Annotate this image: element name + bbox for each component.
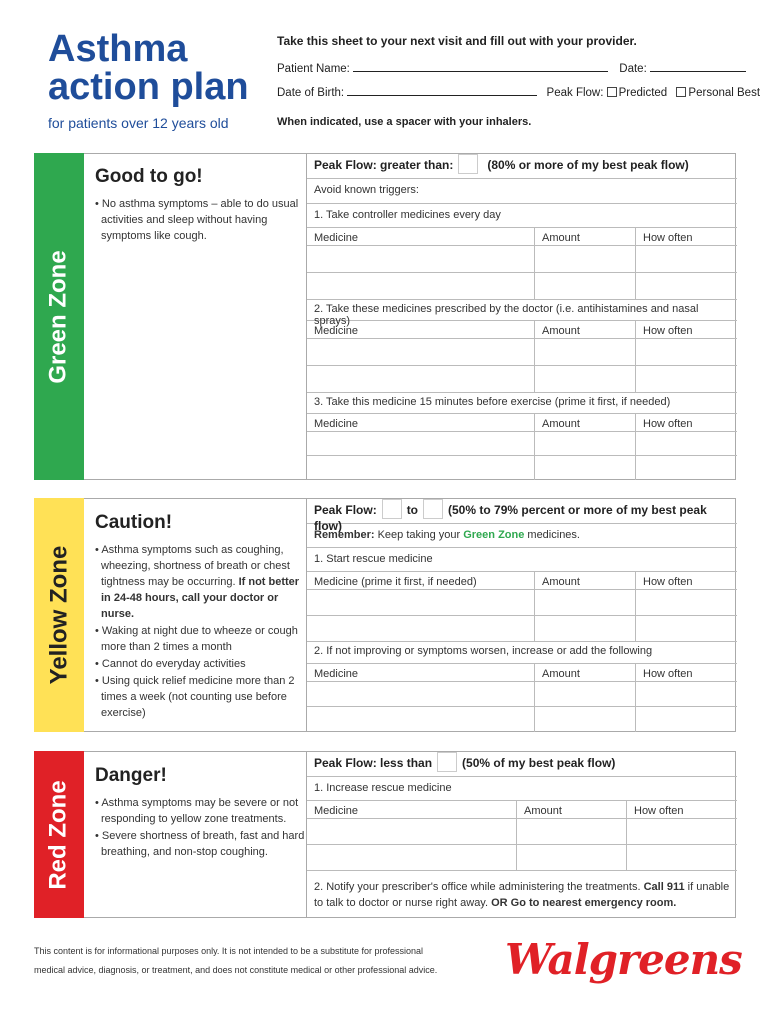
instruction-text: Take this sheet to your next visit and fill out with your provider. [277,34,637,48]
table-header-row [307,321,737,339]
table-header-row [307,414,737,432]
table-header-row [307,228,737,246]
green-peak-flow-label: Peak Flow: greater than: [314,158,454,173]
col-how-often: How often [643,576,693,588]
red-step-1: 1. Increase rescue medicine [307,777,737,801]
col-medicine: Medicine [307,664,535,681]
patient-name-label: Patient Name: [277,63,350,75]
red-zone-description [84,765,306,861]
personal-best-label: Personal Best [688,87,761,99]
table-header-row [307,664,737,682]
red-peak-flow-input[interactable] [437,752,457,772]
yellow-table-1 [307,572,737,642]
red-bullet-2: • Severe shortness of breath, fast and hard breathing, and non-stop coughing. [95,828,306,860]
col-how-often: How often [643,325,693,337]
red-bullet-1: • Asthma symptoms may be severe or not responding to yellow zone treatments. [95,795,306,827]
dob-field[interactable] [347,86,537,96]
red-zone-bar [34,751,84,918]
col-medicine: Medicine [307,228,535,245]
disclaimer-line-2: medical advice, diagnosis, or treatment, and does not constitute medical or other professional advice. [34,965,438,975]
table-row[interactable] [307,432,737,456]
col-medicine: Medicine [307,801,517,818]
red-zone-label: Red Zone [45,779,72,890]
col-amount: Amount [535,321,636,338]
green-step-3: 3. Take this medicine 15 minutes before exercise (prime it first, if needed) [307,393,737,414]
date-label: Date: [619,63,647,75]
page-subtitle: for patients over 12 years old [48,115,229,131]
yellow-step-2: 2. If not improving or symptoms worsen, increase or add the following [307,642,737,664]
dob-label: Date of Birth: [277,87,345,99]
table-row[interactable] [307,590,737,616]
spacer-note: When indicated, use a spacer with your inhalers. [277,116,532,128]
red-zone-heading: Danger! [95,765,167,786]
walgreens-logo: Walgreens [505,935,742,984]
green-zone-label: Green Zone [45,249,73,384]
title-line-1: Asthma [48,28,188,70]
red-step-2: 2. Notify your prescriber's office while administering the treatments. Call 911 if unable to talk to doctor or nurse right away. OR Go to nearest emergency room. [314,881,730,909]
col-medicine: Medicine [307,414,535,431]
col-how-often: How often [643,232,693,244]
patient-name-field[interactable] [353,62,608,72]
green-step-1: 1. Take controller medicines every day [307,204,737,228]
green-avoid-triggers: Avoid known triggers: [307,179,737,204]
red-peak-flow-row [307,751,737,777]
yellow-bullet-4: • Using quick relief medicine more than 2 times a week (not counting use before exercise) [95,673,306,721]
disclaimer [34,942,437,980]
yellow-peak-flow-row [307,498,737,533]
green-peak-flow-note: (80% or more of my best peak flow) [487,158,689,173]
green-table-3 [307,414,737,480]
date-field[interactable] [650,62,746,72]
red-table-1 [307,801,737,871]
green-bullet-1: • No asthma symptoms – able to do usual activities and sleep without having symptoms like cough. [95,196,306,244]
personal-best-checkbox[interactable] [676,87,686,97]
col-medicine: Medicine (prime it first, if needed) [307,572,535,589]
yellow-step-1: 1. Start rescue medicine [307,548,737,572]
col-amount: Amount [535,664,636,681]
red-peak-flow-label: Peak Flow: less than [314,756,433,771]
green-table-2 [307,321,737,393]
yellow-peak-flow-low-input[interactable] [382,499,402,519]
col-how-often: How often [634,805,684,817]
green-table-1 [307,228,737,300]
table-row[interactable] [307,819,737,845]
table-row[interactable] [307,366,737,393]
yellow-bullet-1: • Asthma symptoms such as coughing, wheezing, shortness of breath or chest tightness may be occurring. If not better in 24-48 hours, call your doctor or nurse. [95,542,306,622]
col-how-often: How often [643,668,693,680]
table-row[interactable] [307,339,737,366]
yellow-peak-flow-high-input[interactable] [423,499,443,519]
table-header-row [307,801,737,819]
col-amount: Amount [517,801,627,818]
green-peak-flow-row [307,153,737,179]
table-row[interactable] [307,246,737,273]
table-row[interactable] [307,616,737,642]
disclaimer-line-1: This content is for informational purposes only. It is not intended to be a substitute for professional [34,946,424,956]
yellow-bullet-2: • Waking at night due to wheeze or cough more than 2 times a month [95,623,306,655]
yellow-remember: Remember: Keep taking your Green Zone medicines. [307,524,737,548]
yellow-zone-heading: Caution! [95,512,173,533]
col-medicine: Medicine [307,321,535,338]
yellow-zone-label: Yellow Zone [45,545,73,685]
red-zone-plan [306,751,736,918]
red-peak-flow-note: (50% of my best peak flow) [462,756,616,771]
table-row[interactable] [307,456,737,480]
green-step-2: 2. Take these medicines prescribed by the doctor (i.e. antihistamines and nasal sprays) [307,300,737,321]
predicted-checkbox[interactable] [607,87,617,97]
green-zone-heading: Good to go! [95,166,203,187]
green-zone-bar [34,153,84,480]
table-row[interactable] [307,707,737,732]
table-row[interactable] [307,273,737,300]
patient-name-row [277,62,746,75]
col-how-often: How often [643,418,693,430]
table-header-row [307,572,737,590]
yellow-zone-plan [306,498,736,732]
yellow-peak-flow-note: (50% to 79% percent or more of my best peak flow) [314,503,707,533]
col-amount: Amount [535,228,636,245]
peak-flow-label: Peak Flow: [546,87,604,99]
predicted-label: Predicted [618,87,668,99]
green-peak-flow-input[interactable] [458,154,478,174]
table-row[interactable] [307,845,737,871]
yellow-peak-flow-label: Peak Flow: [314,503,377,518]
dob-row [277,86,760,99]
page-title [48,30,249,106]
green-zone-plan [306,153,736,480]
yellow-table-2 [307,664,737,732]
green-zone-description [84,166,306,245]
yellow-to-label: to [406,503,419,518]
title-line-2: action plan [48,66,249,108]
col-amount: Amount [535,414,636,431]
table-row[interactable] [307,682,737,707]
yellow-zone-bar [34,498,84,732]
yellow-zone-description [84,512,306,722]
col-amount: Amount [535,572,636,589]
yellow-bullet-3: • Cannot do everyday activities [95,656,306,672]
